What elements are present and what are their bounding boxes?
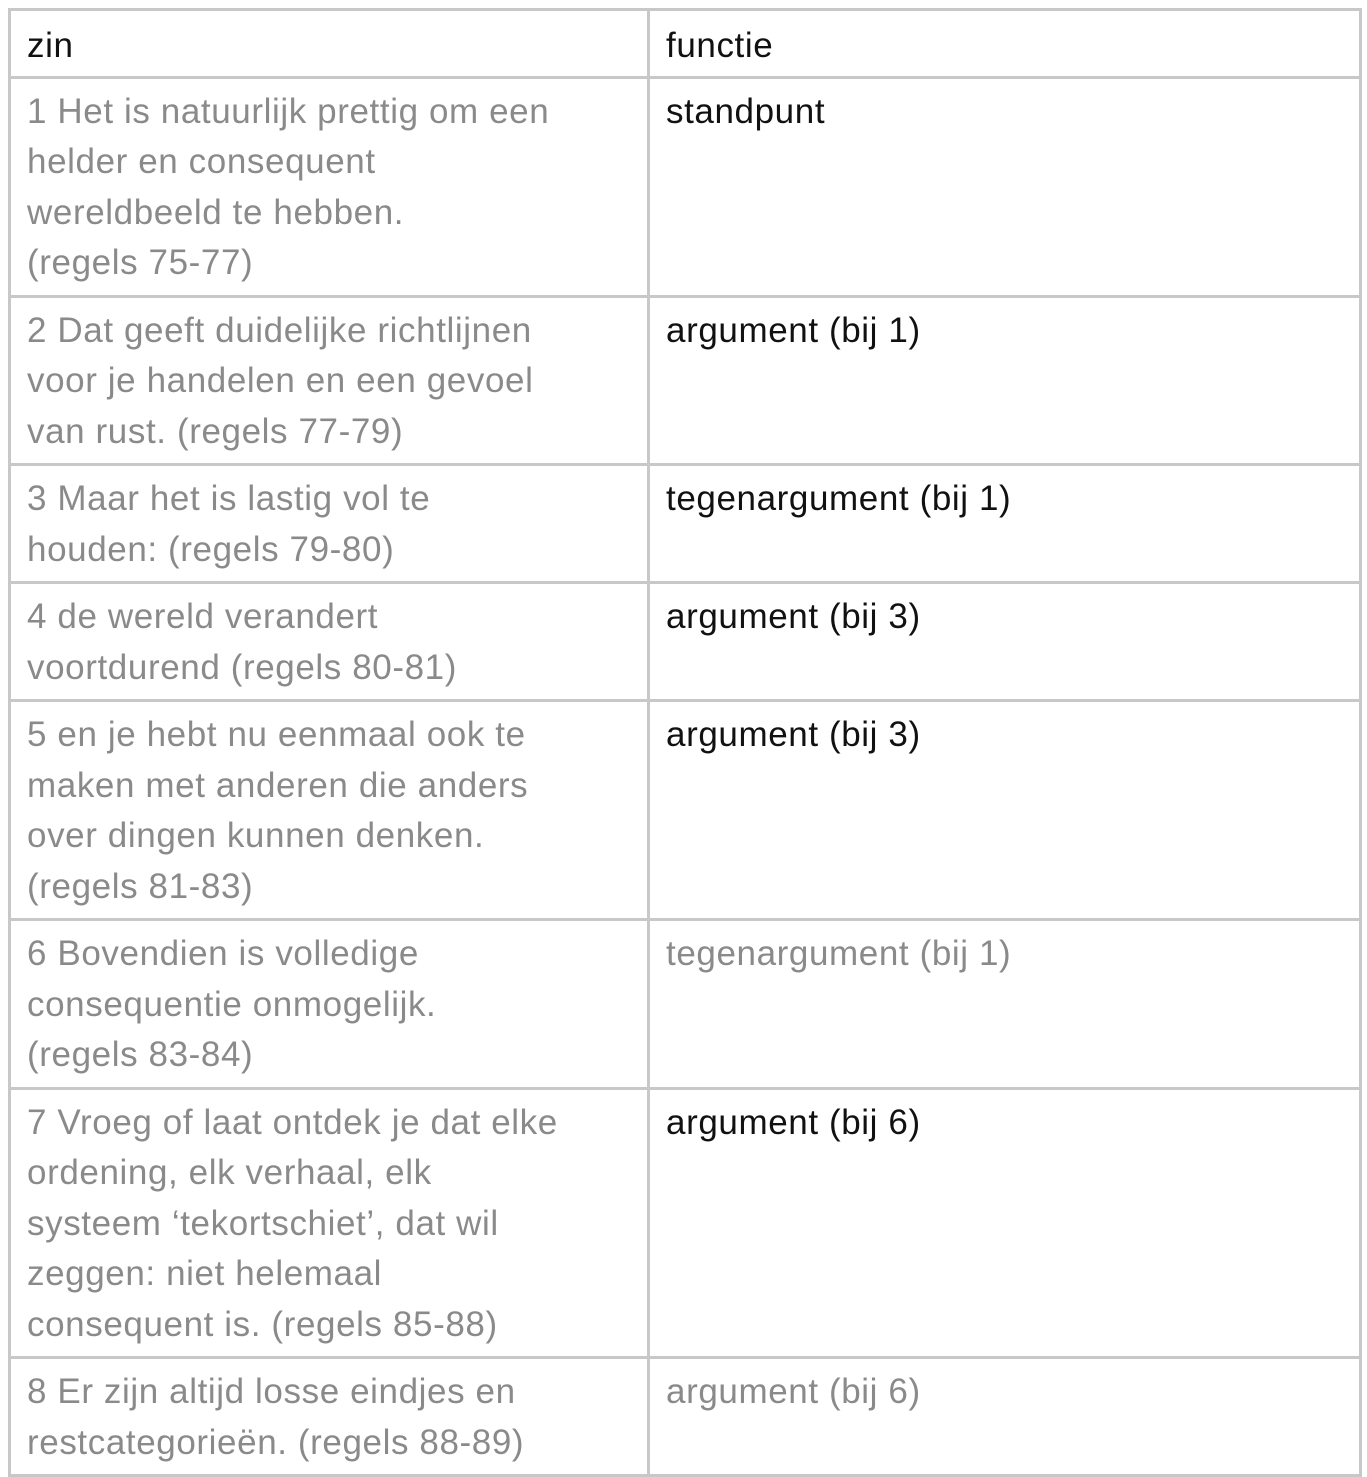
- functie-cell: standpunt: [649, 77, 1361, 296]
- zin-line: 8 Er zijn altijd losse eindjes en: [27, 1372, 516, 1411]
- functie-cell: argument (bij 3): [649, 583, 1361, 701]
- zin-line: (regels 81-83): [27, 866, 254, 906]
- table-row: [10, 296, 1361, 465]
- zin-line: consequentie onmogelijk.: [27, 984, 437, 1024]
- functie-cell: argument (bij 6): [649, 1088, 1361, 1358]
- table-row: [10, 1358, 1361, 1476]
- functie-cell: argument (bij 1): [649, 296, 1361, 465]
- zin-cell: [10, 920, 649, 1089]
- zin-line: voortdurend (regels 80-81): [27, 647, 457, 687]
- zin-line: 4 de wereld verandert: [27, 597, 379, 636]
- zin-line: maken met anderen die anders: [27, 765, 529, 805]
- zin-line: consequent is. (regels 85-88): [27, 1304, 498, 1344]
- header-zin: zin: [10, 10, 649, 78]
- zin-line: (regels 75-77): [27, 243, 254, 282]
- zin-line: houden: (regels 79-80): [27, 529, 395, 569]
- functie-cell: tegenargument (bij 1): [649, 920, 1361, 1089]
- zin-line: van rust. (regels 77-79): [27, 411, 404, 451]
- zin-line: wereldbeeld te hebben.: [27, 192, 405, 232]
- zin-line: systeem ‘tekortschiet’, dat wil: [27, 1203, 499, 1243]
- zin-line: helder en consequent: [27, 142, 376, 181]
- table-row: [10, 701, 1361, 920]
- argumentation-table: [8, 8, 1362, 1477]
- table-row: [10, 1088, 1361, 1358]
- zin-line: restcategorieën. (regels 88-89): [27, 1422, 525, 1462]
- functie-cell: argument (bij 6): [649, 1358, 1361, 1476]
- zin-cell: [10, 583, 649, 701]
- zin-line: 1 Het is natuurlijk prettig om een: [27, 91, 550, 131]
- zin-cell: [10, 465, 649, 583]
- table-row: [10, 465, 1361, 583]
- zin-line: 5 en je hebt nu eenmaal ook te: [27, 715, 526, 754]
- zin-line: zeggen: niet helemaal: [27, 1254, 383, 1293]
- zin-line: ordening, elk verhaal, elk: [27, 1153, 432, 1192]
- zin-line: 2 Dat geeft duidelijke richtlijnen: [27, 310, 532, 350]
- zin-cell: [10, 296, 649, 465]
- functie-cell: argument (bij 3): [649, 701, 1361, 920]
- zin-cell: [10, 77, 649, 296]
- zin-line: over dingen kunnen denken.: [27, 816, 485, 855]
- table-body: [10, 77, 1361, 1476]
- zin-line: 3 Maar het is lastig vol te: [27, 479, 431, 518]
- zin-cell: [10, 1088, 649, 1358]
- table-row: [10, 583, 1361, 701]
- zin-line: 6 Bovendien is volledige: [27, 934, 419, 973]
- zin-line: (regels 83-84): [27, 1035, 254, 1074]
- functie-cell: tegenargument (bij 1): [649, 465, 1361, 583]
- header-row: [10, 10, 1361, 78]
- zin-cell: [10, 1358, 649, 1476]
- header-functie: functie: [649, 10, 1361, 78]
- zin-line: voor je handelen en een gevoel: [27, 361, 534, 400]
- zin-line: 7 Vroeg of laat ontdek je dat elke: [27, 1102, 558, 1142]
- zin-cell: [10, 701, 649, 920]
- table-header: [10, 10, 1361, 78]
- table-row: [10, 77, 1361, 296]
- table-row: [10, 920, 1361, 1089]
